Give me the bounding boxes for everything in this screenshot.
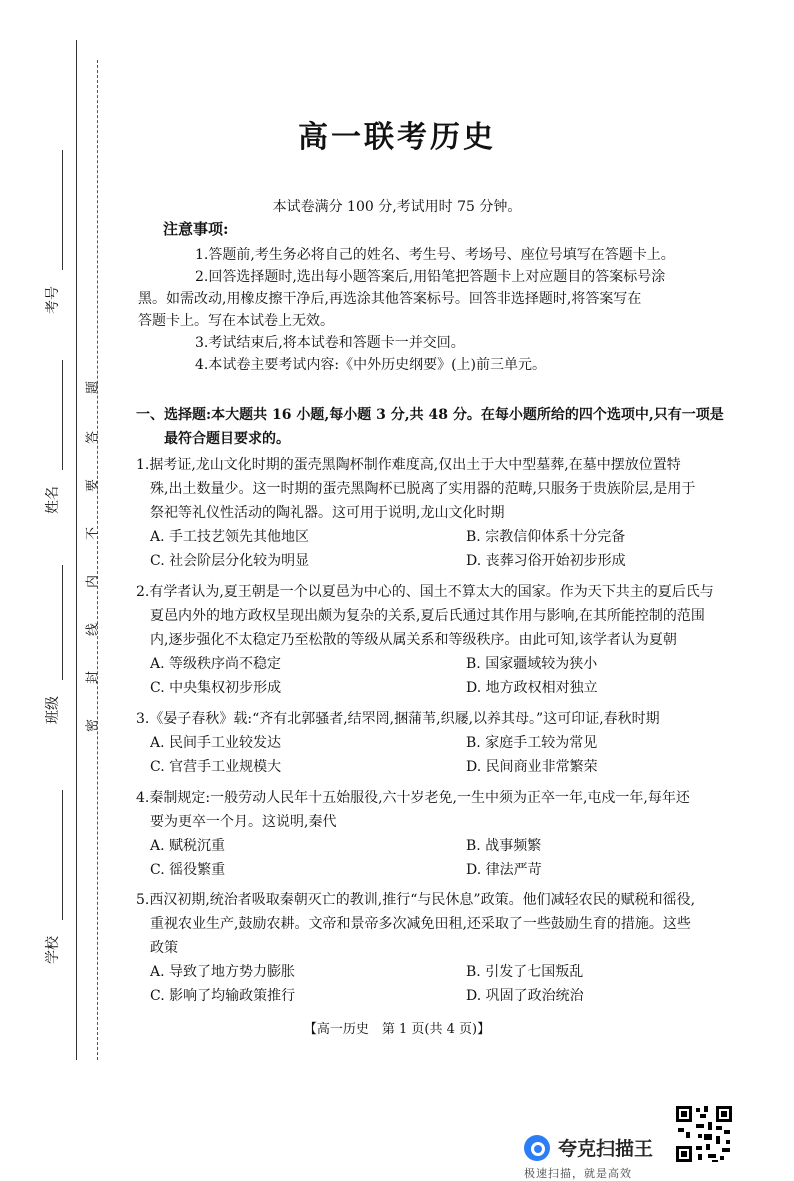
question-stem: 殊,出土数量少。这一时期的蛋壳黑陶杯已脱离了实用器的范畴,只服务于贵族阶层,是用于 <box>150 481 696 497</box>
option-d: D. 丧葬习俗开始初步形成 <box>466 553 626 569</box>
seal-char: 线 <box>85 623 101 637</box>
option-d: D. 律法严苛 <box>466 862 542 878</box>
notice-item: 1.答题前,考生务必将自己的姓名、考生号、考场号、座位号填写在答题卡上。 <box>195 247 675 263</box>
notice-item: 2.回答选择题时,选出每小题答案后,用铅笔把答题卡上对应题目的答案标号涂 <box>195 269 666 285</box>
seal-char: 内 <box>85 575 101 589</box>
exam-title: 高一联考历史 <box>298 120 496 155</box>
scanner-logo-icon <box>524 1135 550 1161</box>
option-d: D. 民间商业非常繁荣 <box>466 759 598 775</box>
question-stem: 重视农业生产,鼓励农耕。文帝和景帝多次减免田租,还采取了一些鼓励生育的措施。这些 <box>150 916 691 932</box>
margin-border-line <box>76 40 77 1060</box>
option-b: B. 国家疆域较为狭小 <box>466 656 598 672</box>
banji-blank-line <box>62 565 63 680</box>
notice-heading: 注意事项: <box>163 220 229 238</box>
option-a: A. 民间手工业较发达 <box>150 735 282 751</box>
seal-char: 题 <box>85 381 101 395</box>
scanner-brand-name: 夸克扫描王 <box>558 1138 654 1160</box>
notice-item: 3.考试结束后,将本试卷和答题卡一并交回。 <box>195 335 465 351</box>
notice-item: 黑。如需改动,用橡皮擦干净后,再选涂其他答案标号。回答非选择题时,将答案写在 <box>138 291 642 307</box>
option-b: B. 引发了七国叛乱 <box>466 964 584 980</box>
option-d: D. 地方政权相对独立 <box>466 680 598 696</box>
question-3 <box>136 707 756 779</box>
option-c: C. 社会阶层分化较为明显 <box>150 553 310 569</box>
scanner-brand <box>524 1134 653 1161</box>
question-stem: 祭祀等礼仪性活动的陶礼器。这可用于说明,龙山文化时期 <box>150 505 505 521</box>
question-stem: 4.秦制规定:一般劳动人民年十五始服役,六十岁老免,一生中须为正卒一年,屯戍一年,每年还 <box>136 790 690 806</box>
label-xuexiao: 学校 <box>45 936 61 964</box>
xuexiao-blank-line <box>62 790 63 920</box>
section-line: 最符合题目要求的。 <box>164 431 290 447</box>
option-a: A. 手工技艺领先其他地区 <box>150 529 310 545</box>
seal-char: 答 <box>85 431 101 445</box>
notice-item: 答题卡上。写在本试卷上无效。 <box>138 313 334 329</box>
question-stem: 政策 <box>150 940 178 956</box>
option-a: A. 等级秩序尚不稳定 <box>150 656 282 672</box>
section-heading <box>136 403 756 451</box>
question-stem: 2.有学者认为,夏王朝是一个以夏邑为中心的、国土不算太大的国家。作为天下共主的夏后氏与 <box>136 584 714 600</box>
option-c: C. 徭役繁重 <box>150 862 226 878</box>
option-c: C. 官营手工业规模大 <box>150 759 282 775</box>
xingming-blank-line <box>62 360 63 470</box>
question-stem: 1.据考证,龙山文化时期的蛋壳黑陶杯制作难度高,仅出土于大中型墓葬,在墓中摆放位置特 <box>136 457 681 473</box>
question-stem: 夏邑内外的地方政权呈现出颇为复杂的关系,夏后氏通过其作用与影响,在其所能控制的范围 <box>150 608 705 624</box>
option-d: D. 巩固了政治统治 <box>466 988 584 1004</box>
option-a: A. 导致了地方势力膨胀 <box>150 964 296 980</box>
seal-char: 密 <box>85 719 101 733</box>
option-c: C. 影响了均输政策推行 <box>150 988 296 1004</box>
scanner-tagline: 极速扫描，就是高效 <box>524 1167 632 1180</box>
seal-char: 不 <box>85 527 101 541</box>
option-c: C. 中央集权初步形成 <box>150 680 282 696</box>
option-b: B. 家庭手工较为常见 <box>466 735 598 751</box>
question-4 <box>136 786 756 882</box>
page-footer: 【高一历史 第 1 页(共 4 页)】 <box>303 1022 491 1037</box>
label-banji: 班级 <box>45 696 61 724</box>
label-xingming: 姓名 <box>45 486 61 514</box>
seal-char: 封 <box>85 671 101 685</box>
label-kaohao: 考号 <box>45 286 61 314</box>
question-stem: 5.西汉初期,统治者吸取秦朝灭亡的教训,推行“与民休息”政策。他们减轻农民的赋税和徭役, <box>136 892 696 908</box>
question-2 <box>136 580 756 700</box>
notice-item: 4.本试卷主要考试内容:《中外历史纲要》(上)前三单元。 <box>195 357 546 373</box>
section-line: 一、选择题:本大题共 16 小题,每小题 3 分,共 48 分。在每小题所给的四个选项中,只有一项是 <box>136 407 724 423</box>
option-b: B. 战事频繁 <box>466 838 542 854</box>
question-stem: 3.《晏子春秋》载:“齐有北郭骚者,结罘罔,捆蒲苇,织屦,以养其母。”这可印证,春秋时期 <box>136 711 660 727</box>
option-a: A. 赋税沉重 <box>150 838 226 854</box>
exam-subtitle: 本试卷满分 100 分,考试用时 75 分钟。 <box>272 199 522 215</box>
notice-list <box>138 244 723 376</box>
question-stem: 要为更卒一个月。这说明,秦代 <box>150 814 337 830</box>
qr-code-icon <box>674 1104 734 1164</box>
question-1 <box>136 453 756 573</box>
seal-char: 要 <box>85 479 101 493</box>
question-stem: 内,逐步强化不太稳定乃至松散的等级从属关系和等级秩序。由此可知,该学者认为夏朝 <box>150 632 677 648</box>
option-b: B. 宗教信仰体系十分完备 <box>466 529 626 545</box>
question-5 <box>136 888 756 1008</box>
